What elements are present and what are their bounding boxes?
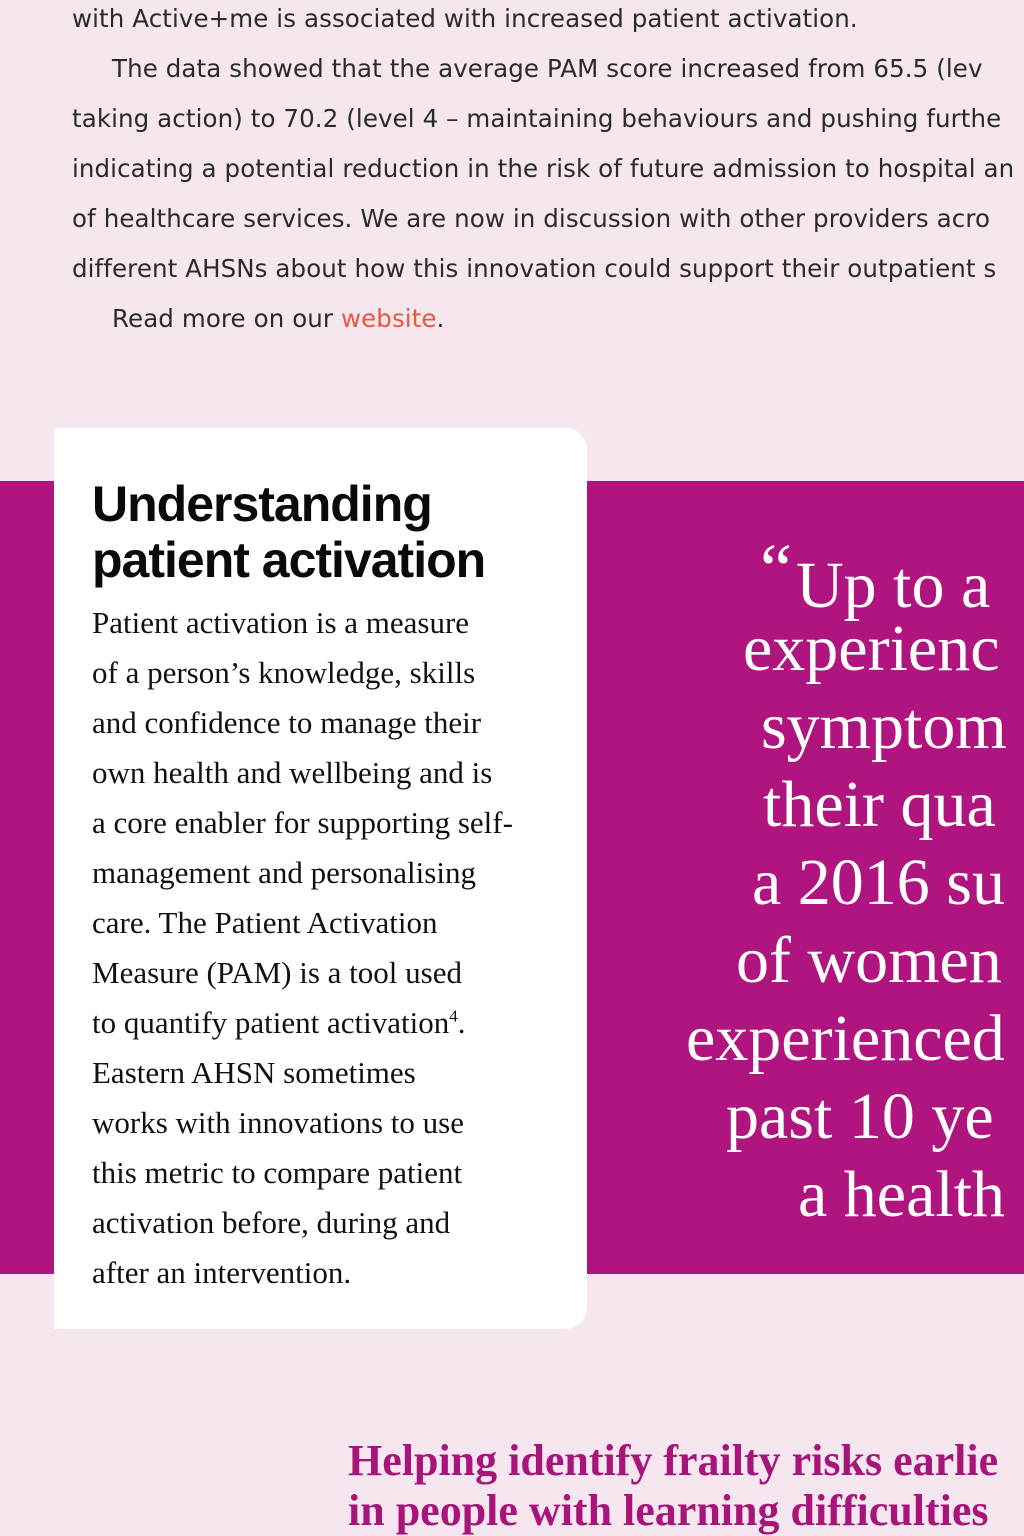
read-more-line [112, 301, 445, 337]
quote-line: a health [798, 1158, 1006, 1231]
quote-line-text: Up to a [795, 549, 991, 622]
open-quote-mark: “ [760, 529, 792, 609]
quote-line: their qua [763, 768, 996, 841]
card-body-line: activation before, during and [92, 1205, 451, 1240]
info-card [54, 428, 587, 1329]
card-body-line: Patient activation is a measure [92, 605, 470, 640]
card-title-line: patient activation [92, 532, 486, 588]
card-body-line: own health and wellbeing and is [92, 755, 493, 790]
read-more-suffix: . [436, 304, 445, 333]
article-line: taking action) to 70.2 (level 4 – maintaining behaviours and pushing furthe [72, 104, 1002, 133]
quote-line: past 10 ye [726, 1080, 994, 1153]
quote-line: experienc [743, 612, 1000, 685]
card-body-line: Measure (PAM) is a tool used [92, 955, 462, 990]
card-body-line: after an intervention. [92, 1255, 352, 1290]
footnote-suffix: . [457, 1005, 466, 1040]
read-more-prefix: Read more on our [112, 304, 341, 333]
article-line: of healthcare services. We are now in discussion with other providers acro [72, 204, 991, 233]
article-line: different AHSNs about how this innovation could support their outpatient s [72, 254, 997, 283]
quote-line [760, 529, 991, 622]
footnote-ref: 4 [449, 1006, 458, 1026]
card-title-line: Understanding [92, 476, 432, 532]
card-body-line: a core enabler for supporting self- [92, 805, 513, 840]
article-line: indicating a potential reduction in the risk of future admission to hospital an [72, 154, 1015, 183]
card-body-line: to quantify patient activation [92, 1005, 450, 1040]
quote-line: experienced [686, 1002, 1005, 1075]
card-body-line: care. The Patient Activation [92, 905, 438, 940]
card-body-line: and confidence to manage their [92, 705, 482, 740]
article-line: The data showed that the average PAM score increased from 65.5 (lev [112, 54, 983, 83]
website-link[interactable]: website [340, 304, 437, 333]
section-heading-line: in people with learning difficulties [348, 1486, 989, 1535]
card-body-line: of a person’s knowledge, skills [92, 655, 476, 690]
quote-line: of women [736, 924, 1002, 997]
quote-line: a 2016 su [752, 846, 1005, 919]
card-title [92, 476, 572, 588]
section-heading [348, 1436, 1024, 1536]
card-body-line: works with innovations to use [92, 1105, 464, 1140]
article-line: with Active+me is associated with increased patient activation. [72, 4, 858, 33]
quote-line: symptom [761, 690, 1007, 763]
card-body-line-footnote [92, 998, 466, 1048]
section-heading-line: Helping identify frailty risks earlie [348, 1436, 999, 1485]
card-body-line: Eastern AHSN sometimes [92, 1055, 416, 1090]
card-body-line: this metric to compare patient [92, 1155, 463, 1190]
card-body-line: management and personalising [92, 855, 476, 890]
